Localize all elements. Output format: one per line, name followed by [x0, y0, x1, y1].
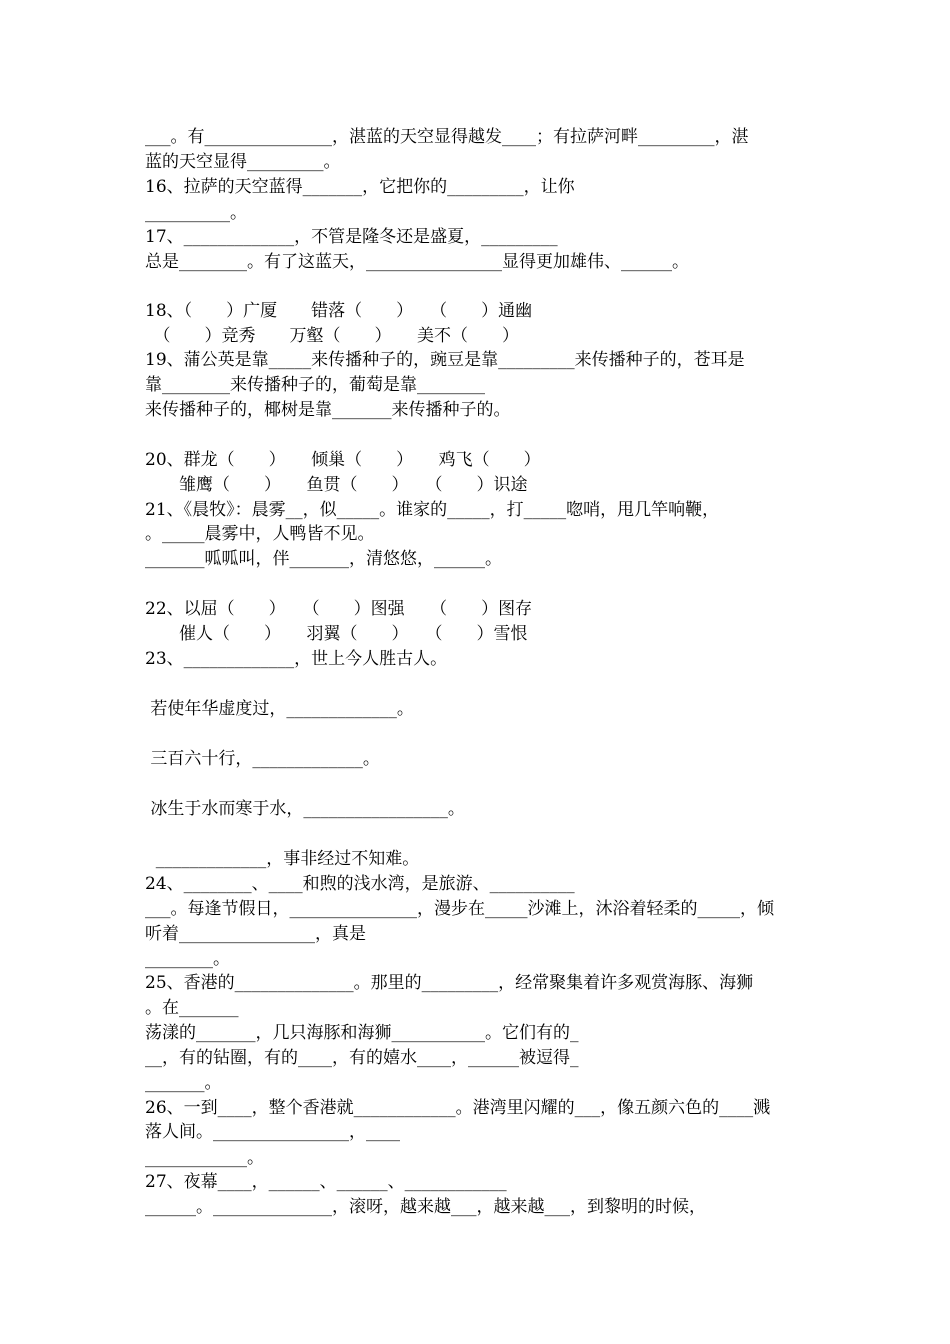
text-line-29: 。在_______ [145, 998, 239, 1018]
text-line-26: 听着________________，真是 [145, 924, 366, 944]
text-line-32: _______。 [145, 1073, 222, 1093]
text-line-06: 总是________。有了这蓝天，________________显得更加雄伟、______。 [145, 252, 689, 272]
text-line-04: __________。 [145, 203, 247, 223]
text-line-16: _______呱呱叫，伴_______，清悠悠，______。 [145, 549, 502, 569]
text-line-25: ___。每逢节假日，_______________，漫步在_____沙滩上，沐浴着轻柔的_____，倾 [145, 899, 774, 919]
text-line-12: 20、群龙（ ） 倾巢（ ） 鸡飞（ ） [145, 450, 541, 470]
text-line-02: 蓝的天空显得_________。 [145, 152, 341, 172]
text-line-03: 16、拉萨的天空蓝得_______，它把你的_________，让你 [145, 177, 575, 197]
text-line-24: 24、________、____和煦的浅水湾，是旅游、__________ [145, 874, 575, 894]
text-line-30: 荡漾的_______，几只海豚和海狮___________。它们有的_ [145, 1023, 579, 1043]
text-line-01: ___。有_______________，湛蓝的天空显得越发____；有拉萨河畔_________，湛 [145, 127, 749, 147]
text-line-20: 若使年华虚度过，_____________。 [145, 699, 414, 719]
text-line-07: 18、（ ）广厦 错落（ ） （ ）通幽 [145, 301, 533, 321]
text-line-31: __，有的钻圈，有的____，有的嬉水____，______被逗得_ [145, 1048, 579, 1068]
text-line-09: 19、蒲公英是靠_____来传播种子的，豌豆是靠_________来传播种子的，苍耳是 [145, 350, 745, 370]
text-line-28: 25、香港的______________。那里的_________，经常聚集着许多观赏海豚、海狮 [145, 973, 754, 993]
text-line-18: 催人（ ） 羽翼（ ） （ ）雪恨 [145, 624, 528, 644]
text-line-15: 。_____晨雾中，人鸭皆不见。 [145, 524, 375, 544]
text-line-14: 21、《晨牧》：晨雾__，似_____。谁家的_____，打_____唿哨，甩几竿响鞭， [145, 500, 720, 520]
text-line-17: 22、以屈（ ） （ ）图强 （ ）图存 [145, 599, 533, 619]
text-line-27: ________。 [145, 949, 230, 969]
text-line-22: 冰生于水而寒于水，_________________。 [145, 799, 465, 819]
text-line-37: ______。______________，滚呀，越来越___，越来越___，到黎明的时候， [145, 1197, 706, 1217]
text-line-23: _____________，事非经过不知难。 [145, 849, 420, 869]
text-line-11: 来传播种子的，椰树是靠_______来传播种子的。 [145, 400, 511, 420]
text-line-10: 靠________来传播种子的，葡萄是靠________ [145, 375, 485, 395]
text-line-35: ____________。 [145, 1148, 264, 1168]
text-line-33: 26、一到____，整个香港就____________。港湾里闪耀的___，像五颜六色的____溅 [145, 1098, 771, 1118]
text-line-36: 27、夜幕____，______、______、____________ [145, 1172, 507, 1192]
text-line-21: 三百六十行，_____________。 [145, 749, 380, 769]
text-line-34: 落人间。________________，____ [145, 1122, 400, 1142]
text-line-08: （ ）竞秀 万壑（ ） 美不（ ） [145, 326, 519, 346]
text-line-19: 23、_____________，世上今人胜古人。 [145, 649, 448, 669]
text-line-13: 雏鹰（ ） 鱼贯（ ） （ ）识途 [145, 475, 528, 495]
text-line-05: 17、_____________，不管是隆冬还是盛夏，_________ [145, 227, 558, 247]
